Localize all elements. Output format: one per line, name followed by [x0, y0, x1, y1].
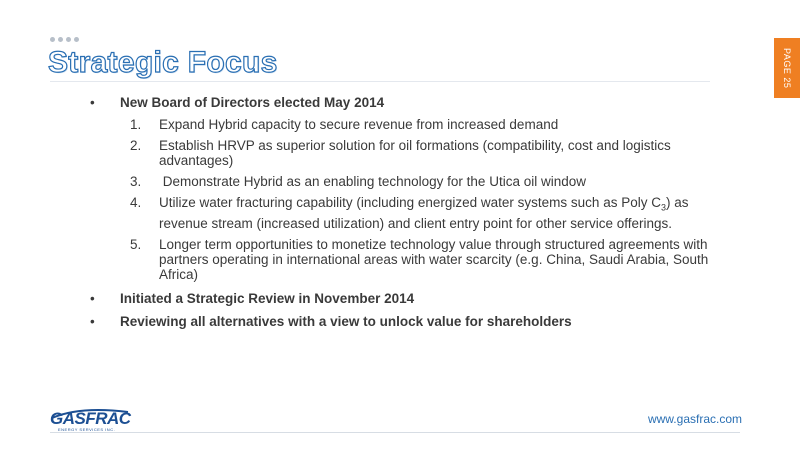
logo-wordmark: GASFRAC	[50, 409, 131, 428]
item-text: Demonstrate Hybrid as an enabling technology for the Utica oil window	[159, 174, 586, 189]
bullet-item	[90, 94, 710, 111]
dot	[58, 37, 63, 42]
website-link[interactable]: www.gasfrac.com	[647, 412, 742, 426]
numbered-item	[130, 195, 710, 231]
title-divider	[50, 81, 710, 82]
dot	[74, 37, 79, 42]
item-text: Longer term opportunities to monetize technology value through structured agreements with partners operating in international areas with water scarcity (e.g. China, Saudi Arabia, South Africa)	[159, 236, 709, 282]
bullet-text: New Board of Directors elected May 2014	[120, 95, 385, 110]
subscript: 3	[660, 202, 666, 213]
item-text	[159, 195, 710, 231]
bullet-item	[90, 290, 710, 307]
item-text-part: ) as revenue stream (increased utilization) and client entry point for other service offerings.	[159, 195, 689, 231]
logo-swoosh-icon	[50, 408, 130, 420]
page-number-tab	[774, 38, 800, 98]
dot	[50, 37, 55, 42]
item-number: 1.	[130, 117, 142, 132]
numbered-item	[130, 174, 710, 189]
numbered-list	[130, 117, 710, 282]
bullet-text: Reviewing all alternatives with a view to unlock value for shareholders	[120, 313, 572, 329]
footer-divider	[50, 432, 740, 433]
item-number: 2.	[130, 138, 142, 153]
item-number: 5.	[130, 236, 142, 252]
item-number: 4.	[130, 195, 142, 210]
slide-title: Strategic Focus	[48, 46, 278, 79]
company-logo	[50, 410, 131, 432]
numbered-item	[130, 138, 710, 168]
bullet-text: Initiated a Strategic Review in November 2014	[120, 290, 415, 306]
numbered-item	[130, 237, 710, 282]
bullet-mark: •	[90, 95, 95, 110]
item-text: Establish HRVP as superior solution for oil formations (compatibility, cost and logistics advantages)	[159, 138, 671, 168]
item-number: 3.	[130, 174, 142, 189]
bullet-mark: •	[90, 290, 95, 306]
dot	[66, 37, 71, 42]
bullet-item	[90, 313, 710, 330]
item-text-part: Utilize water fracturing capability (including energized water systems such as Poly C	[159, 195, 661, 210]
page-number-label: PAGE 25	[782, 47, 792, 89]
logo-subtext: ENERGY SERVICES INC.	[58, 427, 116, 432]
item-text: Expand Hybrid capacity to secure revenue from increased demand	[159, 117, 559, 132]
title-dots-decoration	[50, 37, 79, 42]
slide-content	[90, 94, 710, 336]
bullet-mark: •	[90, 313, 95, 329]
numbered-item	[130, 117, 710, 132]
